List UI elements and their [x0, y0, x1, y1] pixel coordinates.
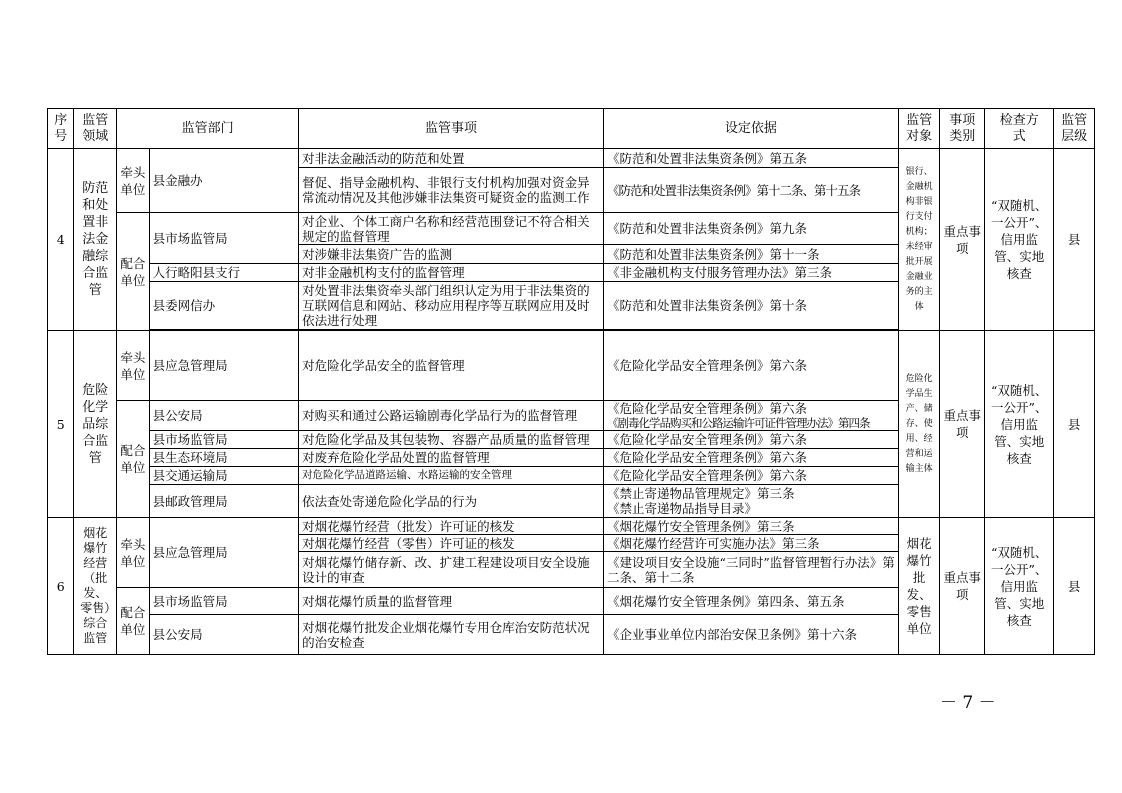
dept-cell: 县市场监管局 — [149, 213, 298, 264]
header-domain: 监管领域 — [74, 109, 117, 149]
header-no: 序号 — [48, 109, 74, 149]
item-cell: 对危险化学品道路运输、水路运输的安全管理 — [299, 467, 604, 485]
header-basis: 设定依据 — [604, 109, 899, 149]
item-cell: 对非金融机构支付的监督管理 — [299, 264, 604, 282]
method-cell: “双随机、一公开”、信用监管、实地核查 — [985, 149, 1054, 331]
coop-unit-label: 配合单位 — [117, 401, 150, 518]
basis-line: 《危险化学品安全管理条例》第六条 — [607, 400, 808, 416]
category-cell: 重点事项 — [940, 331, 985, 518]
dept-cell: 县生态环境局 — [149, 449, 298, 467]
page-number: － 7 － — [940, 693, 996, 713]
dept-cell: 县公安局 — [149, 615, 298, 655]
basis-cell: 《防范和处置非法集资条例》第十二条、第十五条 — [604, 168, 899, 213]
basis-line: 《剧毒化学品购买和公路运输许可证件管理办法》第四条 — [607, 415, 870, 430]
header-level: 监管层级 — [1054, 109, 1095, 149]
domain-cell: 烟花爆竹经营（批发、零售）综合监管 — [74, 518, 117, 655]
table-row — [48, 331, 1095, 401]
item-cell: 对非法金融活动的防范和处置 — [299, 149, 604, 168]
header-category: 事项类别 — [940, 109, 985, 149]
method-cell: “双随机、一公开”、信用监管、实地核查 — [985, 518, 1054, 655]
dept-cell: 县应急管理局 — [149, 518, 298, 588]
basis-cell: 《防范和处置非法集资条例》第十条 — [604, 282, 899, 330]
domain-cell: 防范和处置非法金融综合监管 — [74, 149, 117, 331]
basis-cell: 《防范和处置非法集资条例》第五条 — [604, 149, 899, 168]
level-cell: 县 — [1054, 149, 1095, 331]
basis-cell: 《烟花爆竹安全管理条例》第四条、第五条 — [604, 588, 899, 615]
row-number: 6 — [48, 518, 74, 655]
basis-cell: 《烟花爆竹安全管理条例》第三条 — [604, 518, 899, 535]
category-cell: 重点事项 — [940, 149, 985, 331]
item-cell: 对烟花爆竹批发企业烟花爆竹专用仓库治安防范状况的治安检查 — [299, 615, 604, 655]
item-cell: 对烟花爆竹质量的监督管理 — [299, 588, 604, 615]
row-number: 5 — [48, 331, 74, 518]
item-cell: 对烟花爆竹储存新、改、扩建工程建设项目安全设施设计的审查 — [299, 552, 604, 588]
dept-cell: 人行略阳县支行 — [149, 264, 298, 282]
lead-unit-label: 牵头单位 — [117, 518, 150, 588]
header-row — [48, 109, 1095, 149]
domain-cell: 危险化学品综合监管 — [74, 331, 117, 518]
item-cell: 对处置非法集资牵头部门组织认定为用于非法集资的互联网信息和网站、移动应用程序等互联网应用及时依法进行处理 — [299, 282, 604, 330]
item-cell: 对危险化学品及其包装物、容器产品质量的监督管理 — [299, 431, 604, 449]
basis-cell: 《危险化学品安全管理条例》第六条 — [604, 331, 899, 401]
lead-unit-label: 牵头单位 — [117, 149, 150, 213]
dept-cell: 县市场监管局 — [149, 431, 298, 449]
item-cell: 对涉嫌非法集资广告的监测 — [299, 245, 604, 264]
level-cell: 县 — [1054, 518, 1095, 655]
item-cell: 对企业、个体工商户名称和经营范围登记不符合相关规定的监督管理 — [299, 213, 604, 245]
lead-unit-label: 牵头单位 — [117, 331, 150, 401]
basis-line: 《禁止寄递物品指导目录》 — [607, 501, 758, 516]
item-cell: 对危险化学品安全的监督管理 — [299, 331, 604, 401]
basis-cell — [604, 401, 899, 431]
dept-cell: 县邮政管理局 — [149, 485, 298, 518]
dept-cell: 县金融办 — [149, 149, 298, 213]
dept-cell: 县市场监管局 — [149, 588, 298, 615]
basis-cell: 《危险化学品安全管理条例》第六条 — [604, 467, 899, 485]
header-object: 监管对象 — [898, 109, 940, 149]
basis-cell: 《建设项目安全设施“三同时”监督管理暂行办法》第二条、第十二条 — [604, 552, 899, 588]
item-cell: 对烟花爆竹经营（批发）许可证的核发 — [299, 518, 604, 535]
object-cell: 银行、金融机构非银行支付机构；未经审批开展金融业务的主体 — [898, 149, 940, 331]
category-cell: 重点事项 — [940, 518, 985, 655]
basis-cell: 《危险化学品安全管理条例》第六条 — [604, 431, 899, 449]
basis-cell: 《烟花爆竹经营许可实施办法》第三条 — [604, 535, 899, 552]
basis-cell: 《非金融机构支付服务管理办法》第三条 — [604, 264, 899, 282]
item-cell: 对废弃危险化学品处置的监督管理 — [299, 449, 604, 467]
object-cell: 危险化学品生产、储存、使用、经营和运输主体 — [898, 331, 940, 518]
row-number: 4 — [48, 149, 74, 331]
header-dept: 监管部门 — [117, 109, 299, 149]
basis-cell: 《防范和处置非法集资条例》第九条 — [604, 213, 899, 245]
basis-cell: 《危险化学品安全管理条例》第六条 — [604, 449, 899, 467]
basis-cell: 《企业事业单位内部治安保卫条例》第十六条 — [604, 615, 899, 655]
basis-cell: 《防范和处置非法集资条例》第十一条 — [604, 245, 899, 264]
basis-line: 《禁止寄递物品管理规定》第三条 — [607, 486, 795, 501]
header-method: 检查方式 — [985, 109, 1054, 149]
coop-unit-label: 配合单位 — [117, 213, 150, 331]
item-cell: 依法查处寄递危险化学品的行为 — [299, 485, 604, 518]
header-item: 监管事项 — [299, 109, 604, 149]
dept-cell: 县公安局 — [149, 401, 298, 431]
method-cell: “双随机、一公开”、信用监管、实地核查 — [985, 331, 1054, 518]
basis-cell — [604, 485, 899, 518]
item-cell: 对购买和通过公路运输剧毒化学品行为的监督管理 — [299, 401, 604, 431]
object-cell: 烟花爆竹批发、零售单位 — [898, 518, 940, 655]
table-row — [48, 518, 1095, 535]
coop-unit-label: 配合单位 — [117, 588, 150, 655]
level-cell: 县 — [1054, 331, 1095, 518]
regulation-table — [47, 108, 1095, 655]
dept-cell: 县委网信办 — [149, 282, 298, 330]
dept-cell: 县交通运输局 — [149, 467, 298, 485]
dept-cell: 县应急管理局 — [149, 331, 298, 401]
item-cell: 对烟花爆竹经营（零售）许可证的核发 — [299, 535, 604, 552]
item-cell: 督促、指导金融机构、非银行支付机构加强对资金异常流动情况及其他涉嫌非法集资可疑资金的监测工作 — [299, 168, 604, 213]
table-row — [48, 149, 1095, 168]
